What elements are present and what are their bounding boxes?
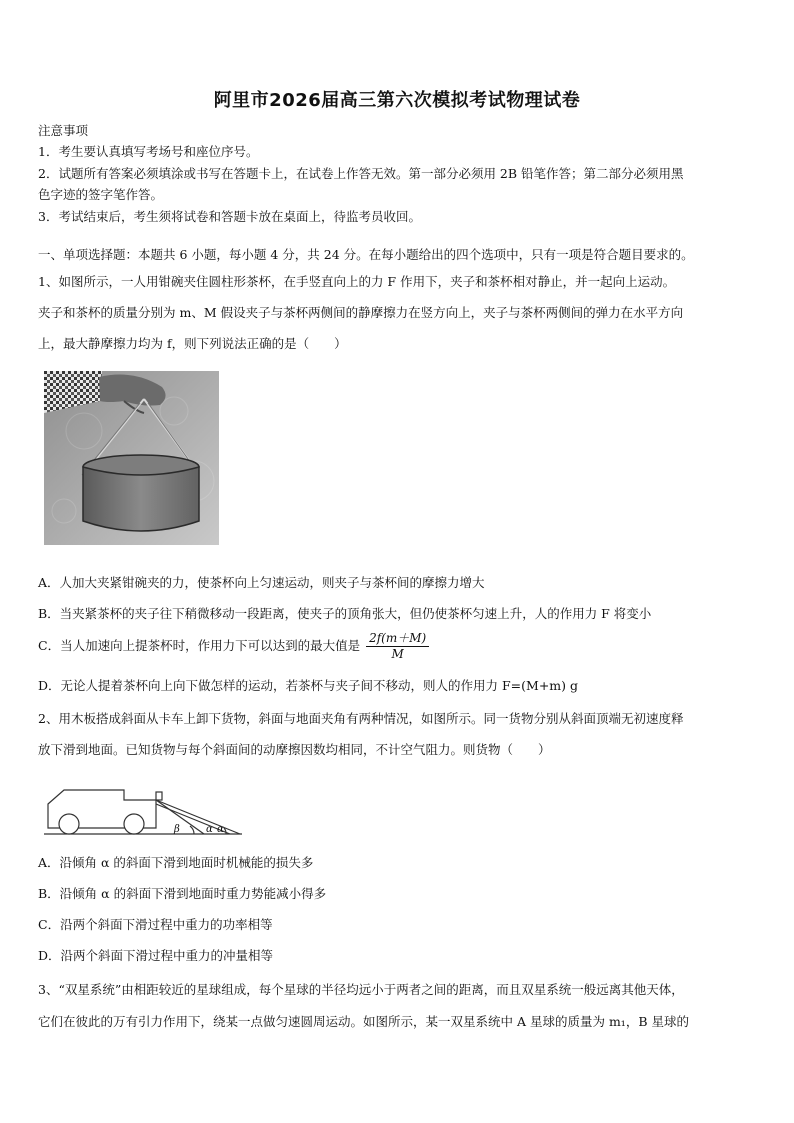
q2-option-a: A．沿倾角 α 的斜面下滑到地面时机械能的损失多 (38, 855, 314, 870)
q1-option-d: D．无论人提着茶杯向上向下做怎样的运动，若茶杯与夹子间不移动，则人的作用力 F=(M+m) g (38, 678, 578, 693)
angle-beta-label: β (174, 824, 180, 835)
fraction-numerator: 2f(m＋M) (366, 631, 429, 647)
q2-option-b: B．沿倾角 α 的斜面下滑到地面时重力势能减小得多 (38, 886, 327, 901)
notice-item-2-cont: 色字迹的签字笔作答。 (38, 187, 164, 202)
clamp-cup-photo (44, 371, 219, 545)
question-3-text-2: 它们在彼此的万有引力作用下，绕某一点做匀速圆周运动。如图所示，某一双星系统中 A 星球的质量为 m₁，B 星球的 (38, 1014, 689, 1029)
section-heading: 一、单项选择题：本题共 6 小题，每小题 4 分，共 24 分。在每小题给出的四个选项中，只有一项是符合题目要求的。 (38, 247, 694, 262)
question-3-text-1: 3、“双星系统”由相距较近的星球组成，每个星球的半径均远小于两者之间的距离，而且双星系统一般远离其他天体， (38, 982, 684, 997)
notice-item-3: 3．考试结束后，考生须将试卷和答题卡放在桌面上，待监考员收回。 (38, 209, 421, 224)
question-2-text-1: 2、用木板搭成斜面从卡车上卸下货物，斜面与地面夹角有两种情况，如图所示。同一货物分别从斜面顶端无初速度释 (38, 711, 684, 726)
notice-heading: 注意事项 (38, 123, 89, 138)
q2-option-d: D．沿两个斜面下滑过程中重力的冲量相等 (38, 948, 274, 963)
question-1-text-3: 上，最大静摩擦力均为 f，则下列说法正确的是（ ） (38, 336, 347, 351)
angle-alpha-label-2: α (217, 824, 224, 835)
question-1-text-1: 1、如图所示，一人用钳碗夹住圆柱形茶杯，在手竖直向上的力 F 作用下，夹子和茶杯相对静止，并一起向上运动。 (38, 274, 676, 289)
question-2-text-2: 放下滑到地面。已知货物与每个斜面间的动摩擦因数均相同，不计空气阻力。则货物（ ） (38, 742, 551, 757)
notice-item-1: 1．考生要认真填写考场号和座位序号。 (38, 144, 259, 159)
angle-alpha-label: α (206, 824, 213, 835)
q1-option-c-text: C．当人加速向上提茶杯时，作用力下可以达到的最大值是 (38, 638, 361, 653)
notice-item-2: 2．试题所有答案必须填涂或书写在答题卡上，在试卷上作答无效。第一部分必须用 2B 铅笔作答；第二部分必须用黑 (38, 166, 684, 181)
truck-ramp-diagram (44, 788, 244, 838)
fraction-denominator: M (391, 647, 404, 661)
question-1-text-2: 夹子和茶杯的质量分别为 m、M 假设夹子与茶杯两侧间的静摩擦力在竖方向上，夹子与茶杯两侧间的弹力在水平方向 (38, 305, 684, 320)
q1-option-c (38, 631, 760, 662)
page-title: 阿里市2026届高三第六次模拟考试物理试卷 (213, 90, 581, 111)
q1-option-b: B．当夹紧茶杯的夹子往下稍微移动一段距离，使夹子的顶角张大，但仍使茶杯匀速上升，人的作用力 F 将变小 (38, 606, 652, 621)
q2-option-c: C．沿两个斜面下滑过程中重力的功率相等 (38, 917, 273, 932)
q1-option-a: A．人加大夹紧钳碗夹的力，使茶杯向上匀速运动，则夹子与茶杯间的摩擦力增大 (38, 575, 485, 590)
max-force-fraction (366, 631, 429, 662)
